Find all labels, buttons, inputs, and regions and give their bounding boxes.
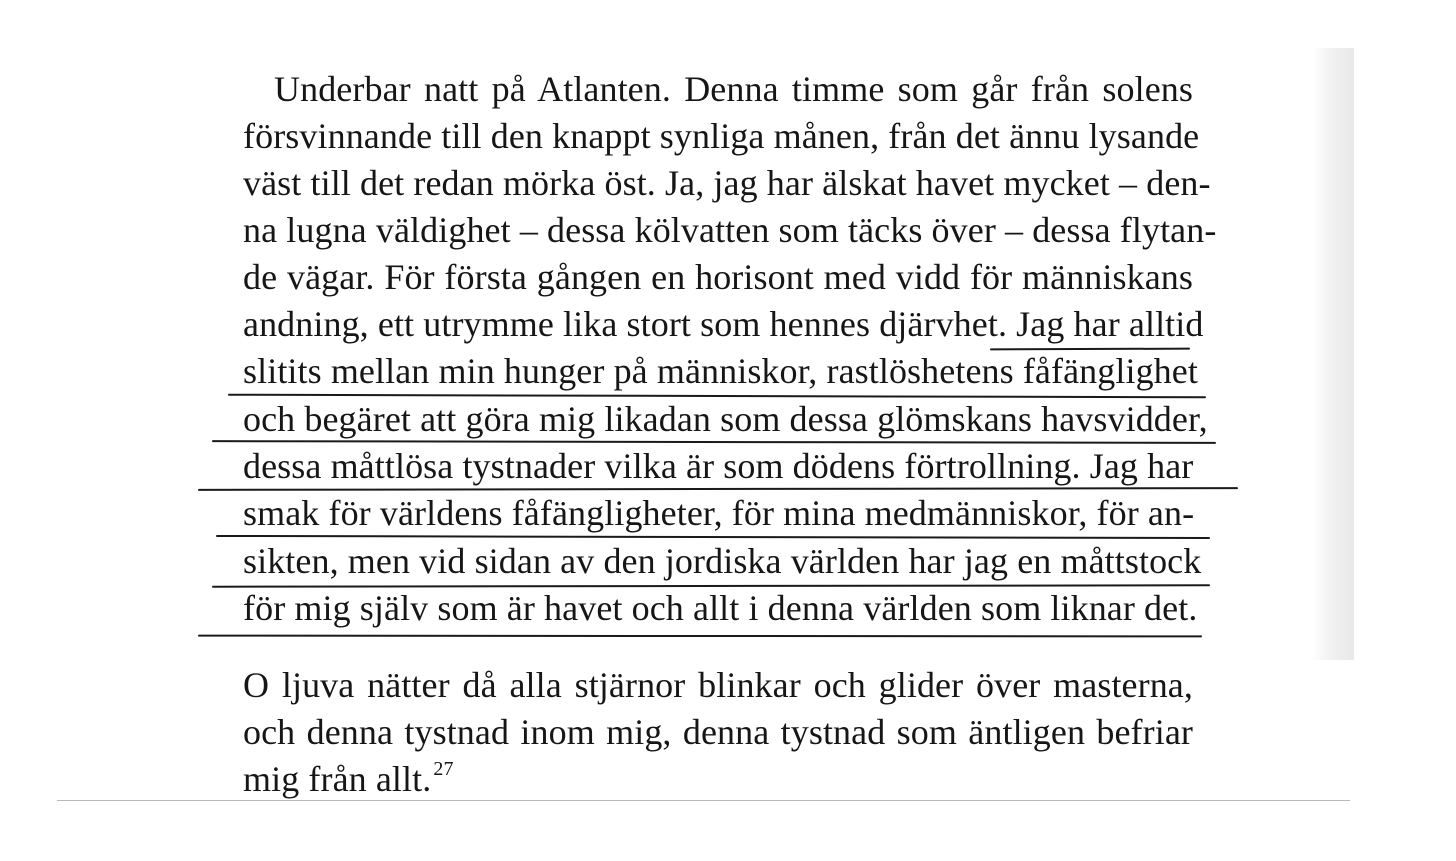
text-line: och begäret att göra mig likadan som dessa glömskans havsvidder, (243, 399, 1208, 439)
text-line: smak för världens fåfängligheter, för mina medmänniskor, för an- (243, 493, 1195, 533)
text-line: mig från allt. (243, 759, 432, 799)
text-line: Underbar natt på Atlanten. Denna timme som går från solens (274, 69, 1193, 109)
text-line: för mig själv som är havet och allt i denna världen som liknar det. (243, 588, 1198, 628)
scan-bottom-edge (57, 800, 1350, 801)
text-line: andning, ett utrymme lika stort som hennes djärvhet. Jag har alltid (243, 304, 1204, 344)
text-line: de vägar. För första gången en horisont med vidd för människans (243, 257, 1193, 297)
text-line: O ljuva nätter då alla stjärnor blinkar och glider över masterna, (243, 665, 1193, 705)
text-line: sikten, men vid sidan av den jordiska världen har jag en måttstock (243, 541, 1202, 581)
text-line-with-footnote (243, 756, 1193, 802)
text-line: na lugna väldighet – dessa kölvatten som täcks över – dessa flytan- (243, 210, 1217, 250)
text-line: och denna tystnad inom mig, denna tystnad som äntligen befriar (243, 712, 1193, 752)
text-line: försvinnande till den knappt synliga månen, från det ännu lysande (243, 116, 1200, 156)
text-line: dessa måttlösa tystnader vilka är som dödens förtrollning. Jag har (243, 446, 1194, 486)
text-line: väst till det redan mörka öst. Ja, jag har älskat havet mycket – den- (243, 163, 1211, 203)
page-edge-shadow (1312, 48, 1354, 660)
pen-underline (198, 635, 1202, 638)
text-line: slitits mellan min hunger på människor, rastlöshetens fåfänglighet (243, 351, 1198, 391)
footnote-marker: 27 (433, 758, 454, 780)
